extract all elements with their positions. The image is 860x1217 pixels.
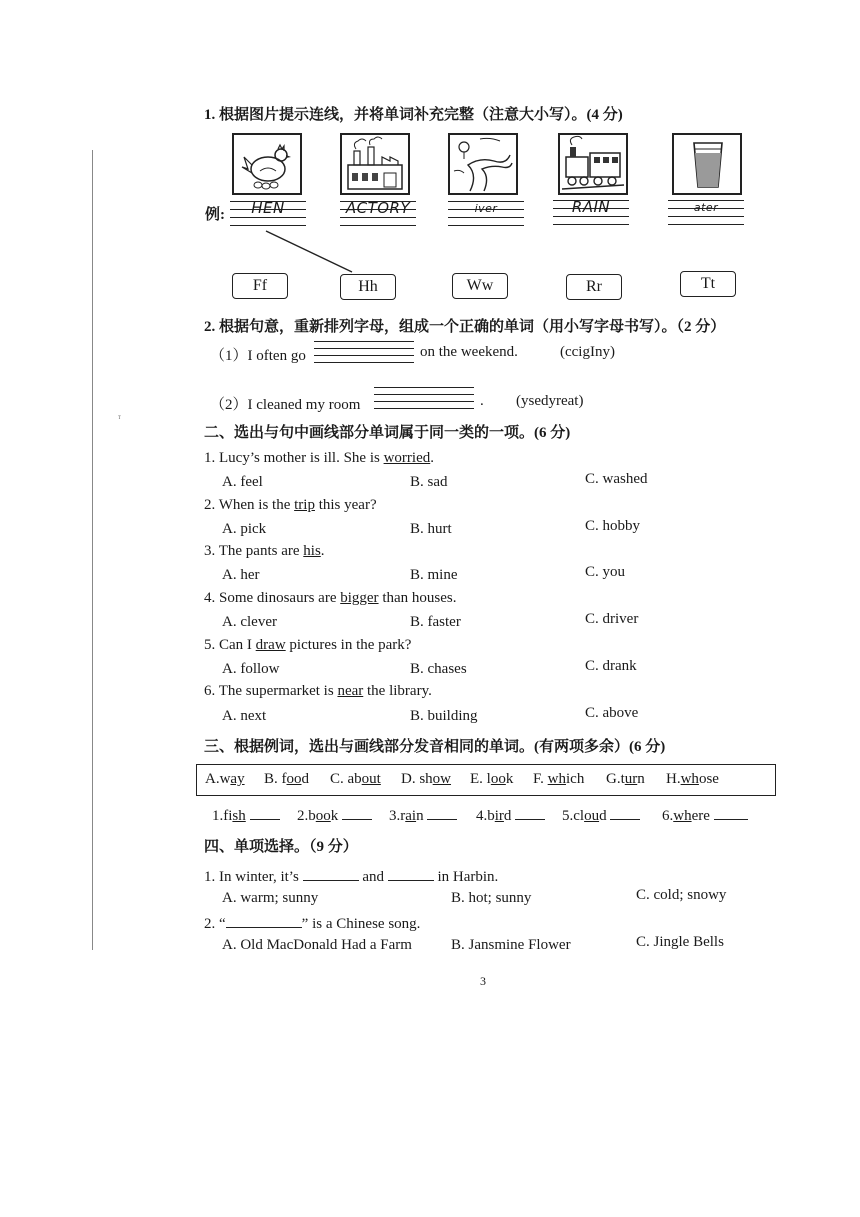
word-river: iver (474, 202, 498, 215)
unscramble-item-2 (210, 393, 360, 414)
answer-blank[interactable] (427, 805, 457, 820)
sound-item-2: 2.book (297, 805, 372, 825)
answer-blank[interactable] (388, 866, 434, 881)
sentence-start: I cleaned my room (247, 397, 361, 413)
answer-blank[interactable] (303, 866, 359, 881)
sound-item-6: 6.where (662, 805, 748, 825)
question-2-4: 4. Some dinosaurs are bigger than houses. (204, 590, 457, 606)
answer-lines-1[interactable] (314, 341, 414, 365)
letter-box-rr[interactable]: Rr (566, 274, 622, 300)
sentence-end-2: . (480, 393, 484, 409)
item-number: （2） (210, 397, 248, 413)
sound-item-5: 5.cloud (562, 805, 640, 825)
option-a[interactable]: A. follow (222, 661, 280, 677)
question-2-3: 3. The pants are his. (204, 543, 325, 559)
section2-heading: 2. 根据句意，重新排列字母，组成一个正确的单词（用小写字母书写）。（2 分） (204, 319, 726, 335)
train-picture (558, 133, 628, 195)
word-factory: ACTORY (345, 199, 411, 217)
word-line-4[interactable] (553, 196, 629, 228)
option-b[interactable]: B. chases (410, 661, 467, 677)
option-c[interactable]: C. washed (585, 471, 648, 487)
option-c[interactable]: C. driver (585, 611, 639, 627)
answer-blank[interactable] (342, 805, 372, 820)
part4-heading: 四、单项选择。（9 分） (204, 839, 358, 855)
word-water: ater (693, 201, 719, 214)
word-bank-h: H.whose (666, 771, 719, 787)
option-c[interactable]: C. you (585, 564, 626, 580)
option-b[interactable]: B. sad (410, 474, 448, 490)
word-hen: HEN (251, 199, 285, 217)
option-c[interactable]: C. above (585, 705, 639, 721)
binding-margin-line (92, 150, 93, 950)
word-bank-c: C. about (330, 771, 381, 787)
water-glass-icon (674, 135, 740, 193)
hen-icon (234, 135, 300, 193)
page-number: 3 (480, 974, 486, 988)
underlined-word: trip (294, 497, 315, 513)
part2-heading: 二、选出与句中画线部分单词属于同一类的一项。(6 分) (204, 425, 571, 441)
option-a[interactable]: A. clever (222, 614, 277, 630)
word-line-2[interactable] (340, 197, 416, 229)
question-4-2: 2. “ ” is a Chinese song. (204, 913, 420, 933)
option-a[interactable]: A. Old MacDonald Had a Farm (222, 937, 412, 953)
item-number: （1） (210, 348, 248, 364)
letter-box-tt[interactable]: Tt (680, 271, 736, 297)
letter-box-hh[interactable]: Hh (340, 274, 396, 300)
unscramble-item-1 (210, 344, 306, 365)
word-line-3[interactable] (448, 197, 524, 229)
word-bank-d: D. show (401, 771, 452, 787)
answer-lines-2[interactable] (374, 387, 474, 411)
underlined-word: near (337, 683, 364, 699)
option-b[interactable]: B. mine (410, 567, 458, 583)
question-2-2: 2. When is the trip this year? (204, 497, 377, 513)
word-bank-b: B. food (264, 771, 309, 787)
option-a[interactable]: A. warm; sunny (222, 890, 319, 906)
word-line-5[interactable] (668, 196, 744, 228)
question-2-6: 6. The supermarket is near the library. (204, 683, 432, 699)
word-bank-f: F. which (533, 771, 585, 787)
scrambled-letters-1: (ccigIny) (560, 344, 615, 360)
word-bank-g: G.turn (606, 771, 645, 787)
letter-box-ww[interactable]: Ww (452, 273, 508, 299)
river-picture (448, 133, 518, 195)
answer-blank[interactable] (610, 805, 640, 820)
option-c[interactable]: C. hobby (585, 518, 641, 534)
sound-item-4: 4.bird (476, 805, 545, 825)
option-a[interactable]: A. pick (222, 521, 267, 537)
answer-blank[interactable] (250, 805, 280, 820)
underlined-word: his (303, 543, 321, 559)
word-bank-a: A.way (205, 771, 245, 787)
answer-blank[interactable] (714, 805, 748, 820)
underlined-word: draw (255, 637, 286, 653)
water-picture (672, 133, 742, 195)
sentence-end-1: on the weekend. (420, 344, 518, 360)
factory-picture (340, 133, 410, 195)
scrambled-letters-2: (ysedyreat) (516, 393, 584, 409)
question-2-5: 5. Can I draw pictures in the park? (204, 637, 412, 653)
word-train: RAIN (571, 198, 611, 216)
section1-heading: 1. 根据图片提示连线，并将单词补充完整（注意大小写）。(4 分) (204, 107, 623, 123)
train-icon (560, 135, 626, 193)
option-c[interactable]: C. cold; snowy (636, 887, 727, 903)
option-a[interactable]: A. feel (222, 474, 263, 490)
word-bank-e: E. look (470, 771, 514, 787)
word-line-1 (230, 197, 306, 229)
option-c[interactable]: C. Jingle Bells (636, 934, 724, 950)
option-b[interactable]: B. Jansmine Flower (451, 937, 571, 953)
underlined-word: worried (383, 450, 431, 466)
option-a[interactable]: A. her (222, 567, 260, 583)
option-c[interactable]: C. drank (585, 658, 637, 674)
option-b[interactable]: B. faster (410, 614, 461, 630)
sentence-start: I often go (247, 348, 306, 364)
factory-icon (342, 135, 408, 193)
option-b[interactable]: B. building (410, 708, 478, 724)
part3-heading: 三、根据例词，选出与画线部分发音相同的单词。(有两项多余）(6 分) (204, 739, 666, 755)
question-4-1: 1. In winter, it’s and in Harbin. (204, 866, 498, 886)
sound-item-1: 1.fish (212, 805, 280, 825)
question-2-1: 1. Lucy’s mother is ill. She is worried. (204, 450, 434, 466)
hen-picture (232, 133, 302, 195)
sound-item-3: 3.rain (389, 805, 457, 825)
answer-blank[interactable] (226, 913, 302, 928)
answer-blank[interactable] (515, 805, 545, 820)
letter-box-ff[interactable]: Ff (232, 273, 288, 299)
underlined-word: bigger (340, 590, 379, 606)
river-icon (450, 135, 516, 193)
example-label: 例: (205, 207, 225, 223)
option-a[interactable]: A. next (222, 708, 267, 724)
margin-mark: ᵀ (118, 414, 121, 423)
option-b[interactable]: B. hurt (410, 521, 452, 537)
option-b[interactable]: B. hot; sunny (451, 890, 532, 906)
